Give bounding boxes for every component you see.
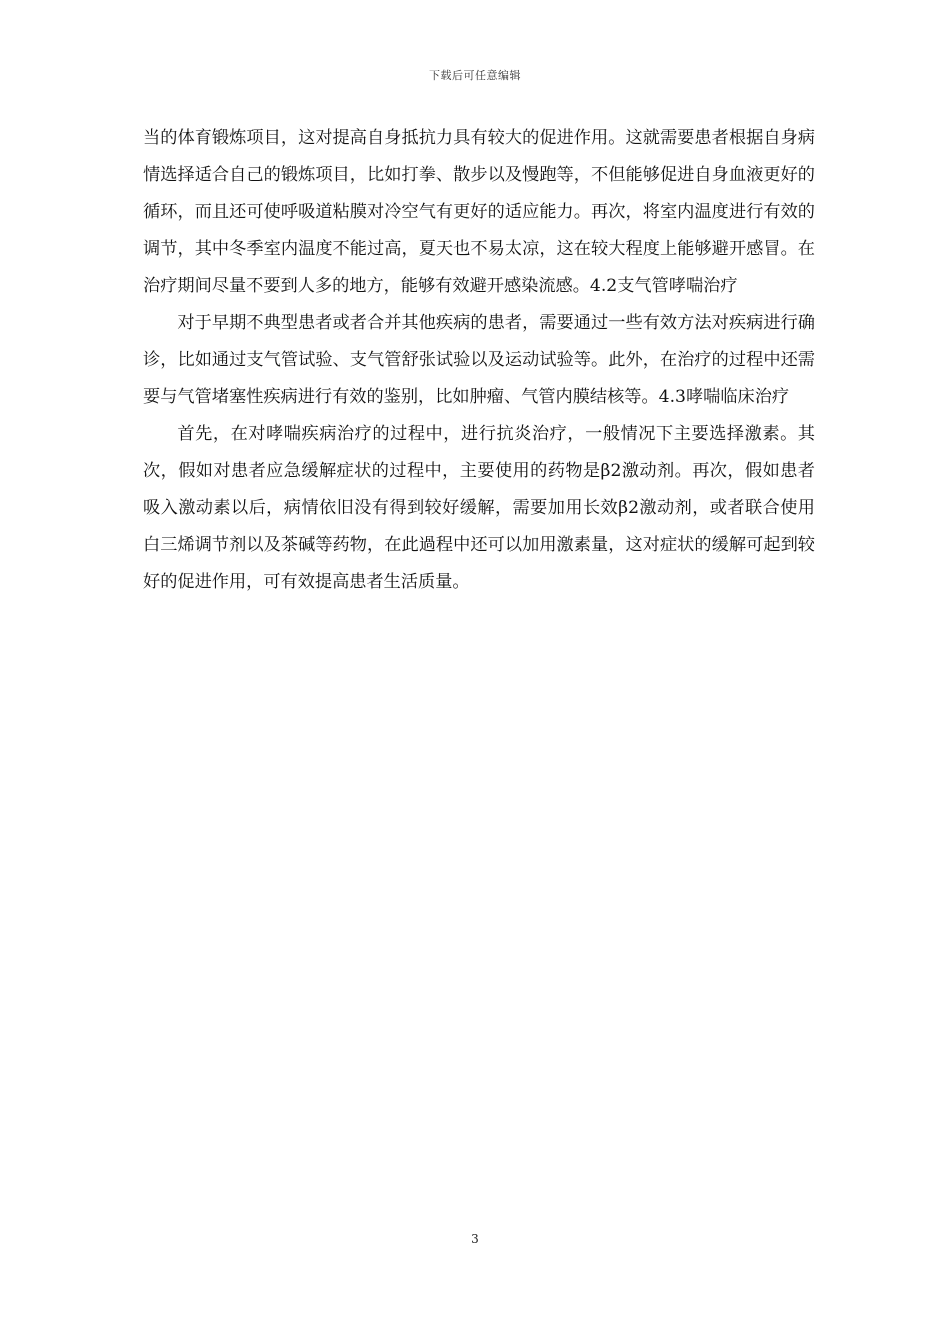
page-number: 3 bbox=[471, 1232, 479, 1246]
body-text bbox=[143, 120, 815, 601]
paragraph-3: 首先，在对哮喘疾病治疗的过程中，进行抗炎治疗，一般情况下主要选择激素。其次，假如对患者应急缓解症状的过程中，主要使用的药物是β2激动剂。再次，假如患者吸入激动素以后，病情依旧没有得到较好缓解，需要加用长效β2激动剂，或者联合使用白三烯调节剂以及茶碱等药物，在此過程中还可以加用激素量，这对症状的缓解可起到较好的促进作用，可有效提高患者生活质量。 bbox=[143, 424, 815, 592]
paragraph-2: 对于早期不典型患者或者合并其他疾病的患者，需要通过一些有效方法对疾病进行确诊，比如通过支气管试验、支气管舒张试验以及运动试验等。此外，在治疗的过程中还需要与气管堵塞性疾病进行有效的鉴别，比如肿瘤、气管内膜结核等。4.3哮喘临床治疗 bbox=[143, 313, 815, 407]
paragraph-1: 当的体育锻炼项目，这对提高自身抵抗力具有较大的促进作用。这就需要患者根据自身病情选择适合自己的锻炼项目，比如打拳、散步以及慢跑等，不但能够促进自身血液更好的循环，而且还可使呼吸道粘膜对冷空气有更好的适应能力。再次，将室内温度进行有效的调节，其中冬季室内温度不能过高，夏天也不易太凉，这在较大程度上能够避开感冒。在治疗期间尽量不要到人多的地方，能够有效避开感染流感。4.2支气管哮喘治疗 bbox=[143, 128, 815, 296]
page-header: 下载后可任意编辑 bbox=[429, 69, 521, 82]
